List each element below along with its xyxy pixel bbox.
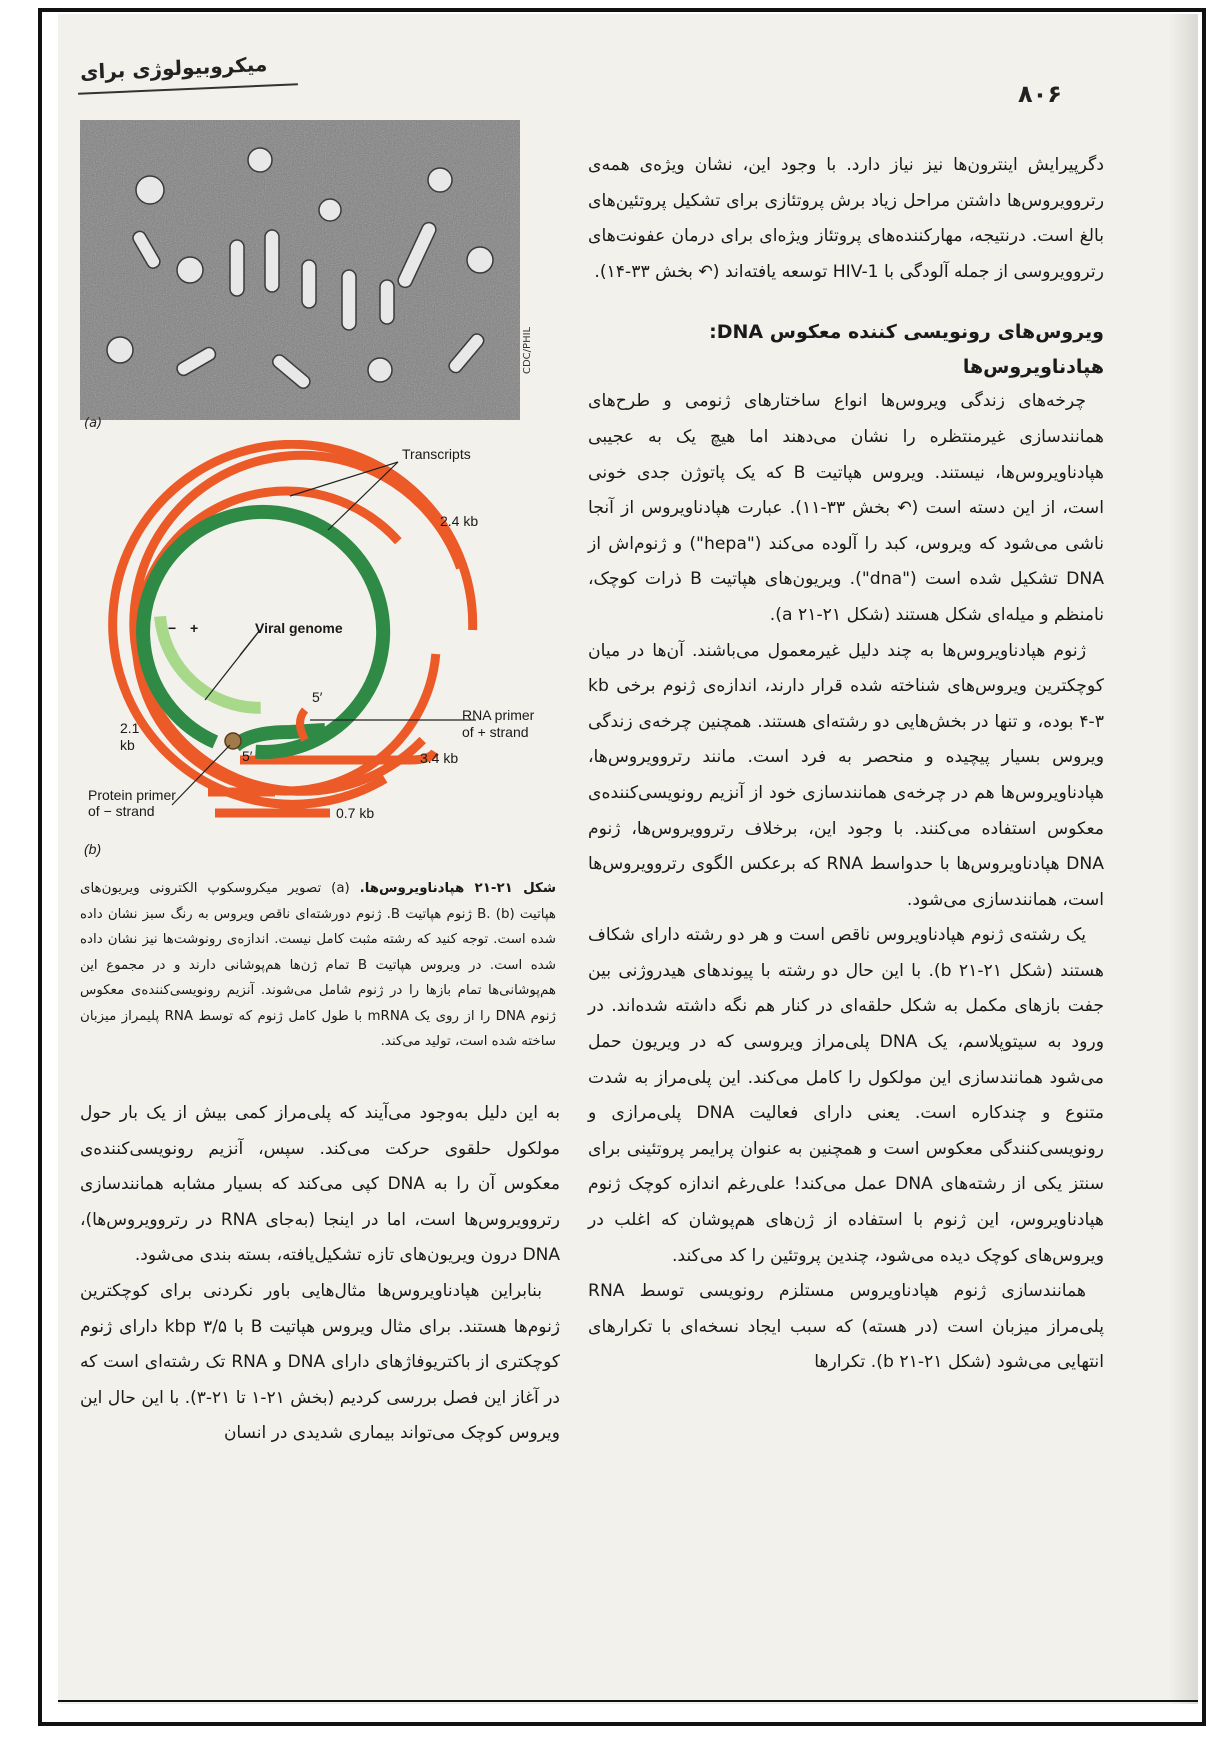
hbv-genome-diagram (80, 440, 560, 870)
label-transcripts: Transcripts (402, 446, 471, 462)
left-text-column (80, 1096, 560, 1452)
paragraph: همانندسازی ژنوم هپادناویروس مستلزم رونویسی توسط RNA پلی‌مراز میزبان است (در هسته) که سبب ایجاد نسخه‌ای با تکرارهای انتهایی می‌شود (شکل ۲۱-۲۱ b). تکرارها (588, 1281, 1104, 1373)
paragraph: ژنوم هپادناویروس‌ها به چند دلیل غیرمعمول می‌باشند. آن‌ها در میان کوچکترین ویروس‌های شناخته شده قرار دارند، اندازه‌ی ژنوم برخی kb ۴-۳ بوده، و تنها در بخش‌هایی دو رشته‌ای هستند. همچنین چرخه‌ی زندگی ویروس بسیار پیچیده و منحصر به فرد است. مانند رتروویروس‌ها، هپادناویروس‌ها هم در چرخه‌ی همانندسازی خود از آنزیم رونویسی‌کننده‌ی معکوس استفاده می‌کنند. با وجود این، برخلاف رتروویروس‌ها، ژنوم DNA هپادناویروس‌ها با حدواسط RNA که برعکس الگوی رتروویروس‌ها است، همانندسازی می‌شود. (588, 640, 1105, 910)
figure-caption-label: شکل ۲۱-۲۱ هپادناویروس‌ها. (359, 881, 556, 896)
section-heading-line1: ویروس‌های رونویسی کننده معکوس DNA: (709, 321, 1104, 344)
header-rule (78, 83, 298, 95)
label-2-4kb: 2.4 kb (440, 513, 479, 529)
figure-label-a: (a) (84, 416, 103, 431)
label-minus: − (168, 620, 177, 636)
protein-primer-dot (225, 733, 241, 749)
image-credit: CDC/PHIL (522, 326, 533, 374)
label-plus: + (190, 620, 199, 636)
label-rna-primer-2: of + strand (462, 724, 529, 740)
paragraph: بنابراین هپادناویروس‌ها مثال‌هایی باور نکردنی برای کوچکترین ژنوم‌ها هستند. برای مثال ویروس هپاتیت B با kbp ۳/۵ دارای ژنوم کوچکتری از باکتریوفاژهای دارای DNA و RNA تک رشته‌ای است که در آغاز این فصل بررسی کردیم (بخش ۲۱-۱ تا ۲۱-۳). با این حال این ویروس کوچک می‌تواند بیماری شدیدی در انسان (80, 1280, 561, 1444)
figure-label-b: (b) (84, 841, 102, 857)
label-5prime-bottom: 5′ (242, 748, 253, 764)
label-protein-primer-2: of − strand (88, 803, 155, 819)
label-rna-primer: RNA primer (462, 707, 535, 723)
label-3-4kb: 3.4 kb (420, 750, 459, 766)
running-header-title: میکروبیولوژی برای (79, 51, 268, 85)
label-protein-primer: Protein primer (88, 787, 176, 803)
label-5prime-top: 5′ (312, 689, 323, 705)
right-text-column (588, 148, 1104, 1381)
section-heading-line2: هپادناویروس‌ها (962, 356, 1104, 379)
paragraph: به این دلیل به‌وجود می‌آیند که پلی‌مراز کمی بیش از یک بار حول مولکول حلقوی حرکت می‌کند. سپس، آنزیم رونویسی‌کننده‌ی معکوس آن را به DNA کپی می‌کند که بسیار مشابه همانندسازی رتروویروس‌ها است، اما در اینجا (به‌جای RNA در رتروویروس‌ها)، DNA درون ویریون‌های تازه تشکیل‌یافته، بسته بندی می‌شود. (80, 1103, 560, 1266)
page-number: ۸۰۶ (1018, 80, 1062, 108)
label-2-1: 2.1 (120, 720, 140, 736)
section-heading (588, 312, 1104, 382)
label-0-7kb: 0.7 kb (336, 805, 375, 821)
figure-caption (80, 876, 556, 1055)
page-gutter-shadow (1168, 14, 1198, 1704)
micrograph-particles (80, 120, 520, 420)
label-viral-genome: Viral genome (255, 620, 343, 636)
bottom-rule (58, 1700, 1198, 1702)
paragraph: چرخه‌های زندگی ویروس‌ها انواع ساختارهای ژنومی و طرح‌های همانندسازی غیرمنتظره را نشان می‌دهند اما هیچ یک به عجیبی هپادناویروس‌ها، نیستند. ویروس هپاتیت B که یک پاتوژن جدی خونی است، از این دسته است (↶ بخش ۳۳-۱۱). عبارت هپادناویروس از آنجا ناشی می‌شود که ویروس، کبد را آلوده می‌کند ("hepa") و ژنوم‌اش از DNA تشکیل شده است ("dna"). ویریون‌های هپاتیت B ذرات کوچک، نامنظم و میله‌ای شکل هستند (شکل ۲۱-۲۱ a). (588, 391, 1105, 625)
electron-micrograph-image (80, 120, 520, 420)
figure-caption-text: (a) تصویر میکروسکوپ الکترونی ویریون‌های هپاتیت B. (b) ژنوم هپاتیت B. ژنوم دورشته‌ای ناقص ویروس به رنگ سبز نشان داده شده است. توجه کنید که رشته مثبت کامل نیست. اندازه‌ی رونوشت‌ها نیز نشان داده شده است. در ویروس هپاتیت B تمام ژن‌ها هم‌پوشانی دارند و در مجموع این هم‌پوشانی‌ها تمام بازها را در ژنوم شامل می‌شوند. آنزیم رونویسی‌کننده‌ی معکوس ژنوم DNA را از روی یک mRNA با طول کامل ژنوم که توسط RNA پلیمراز میزبان ساخته شده است، تولید می‌کند. (80, 881, 556, 1049)
paragraph: یک رشته‌ی ژنوم هپادناویروس ناقص است و هر دو رشته دارای شکاف هستند (شکل ۲۱-۲۱ b). با این حال دو رشته با پیوندهای هیدروژنی بین جفت بازهای مکمل به شکل حلقه‌ای در کنار هم نگه داشته شده‌اند. در ورود به سیتوپلاسم، یک DNA پلی‌مراز ویروسی که در ویریون حمل می‌شود همانندسازی این مولکول را کامل می‌کند. این پلی‌مراز به شدت متنوع و چندکاره است. یعنی دارای فعالیت DNA پلی‌مرازی و رونویسی‌کنندگی معکوس است و همچنین به عنوان پرایمر پروتئینی برای سنتز یکی از رشته‌های DNA عمل می‌کند! علی‌رغم اندازه کوچک ژنوم هپادناویروس، این ژنوم با استفاده از ژن‌های هم‌پوشان که اغلب در ویروس‌های کوچک دیده می‌شود، چندین پروتئین را کد می‌کند. (588, 925, 1105, 1266)
paragraph-intro: دگرپیرایش اینترون‌ها نیز نیاز دارد. با وجود این، نشان ویژه‌ی همه‌ی رتروویروس‌ها داشتن مراحل زیاد برش پروتئازی برای تشکیل پروتئین‌های بالغ است. درنتیجه، مهارکننده‌های پروتئاز ویژه‌ای برای درمان عفونت‌های رتروویروسی از جمله آلودگی با HIV-1 توسعه یافته‌اند (↶ بخش ۳۳-۱۴). (588, 155, 1104, 282)
label-2-1-kb: kb (120, 737, 135, 753)
